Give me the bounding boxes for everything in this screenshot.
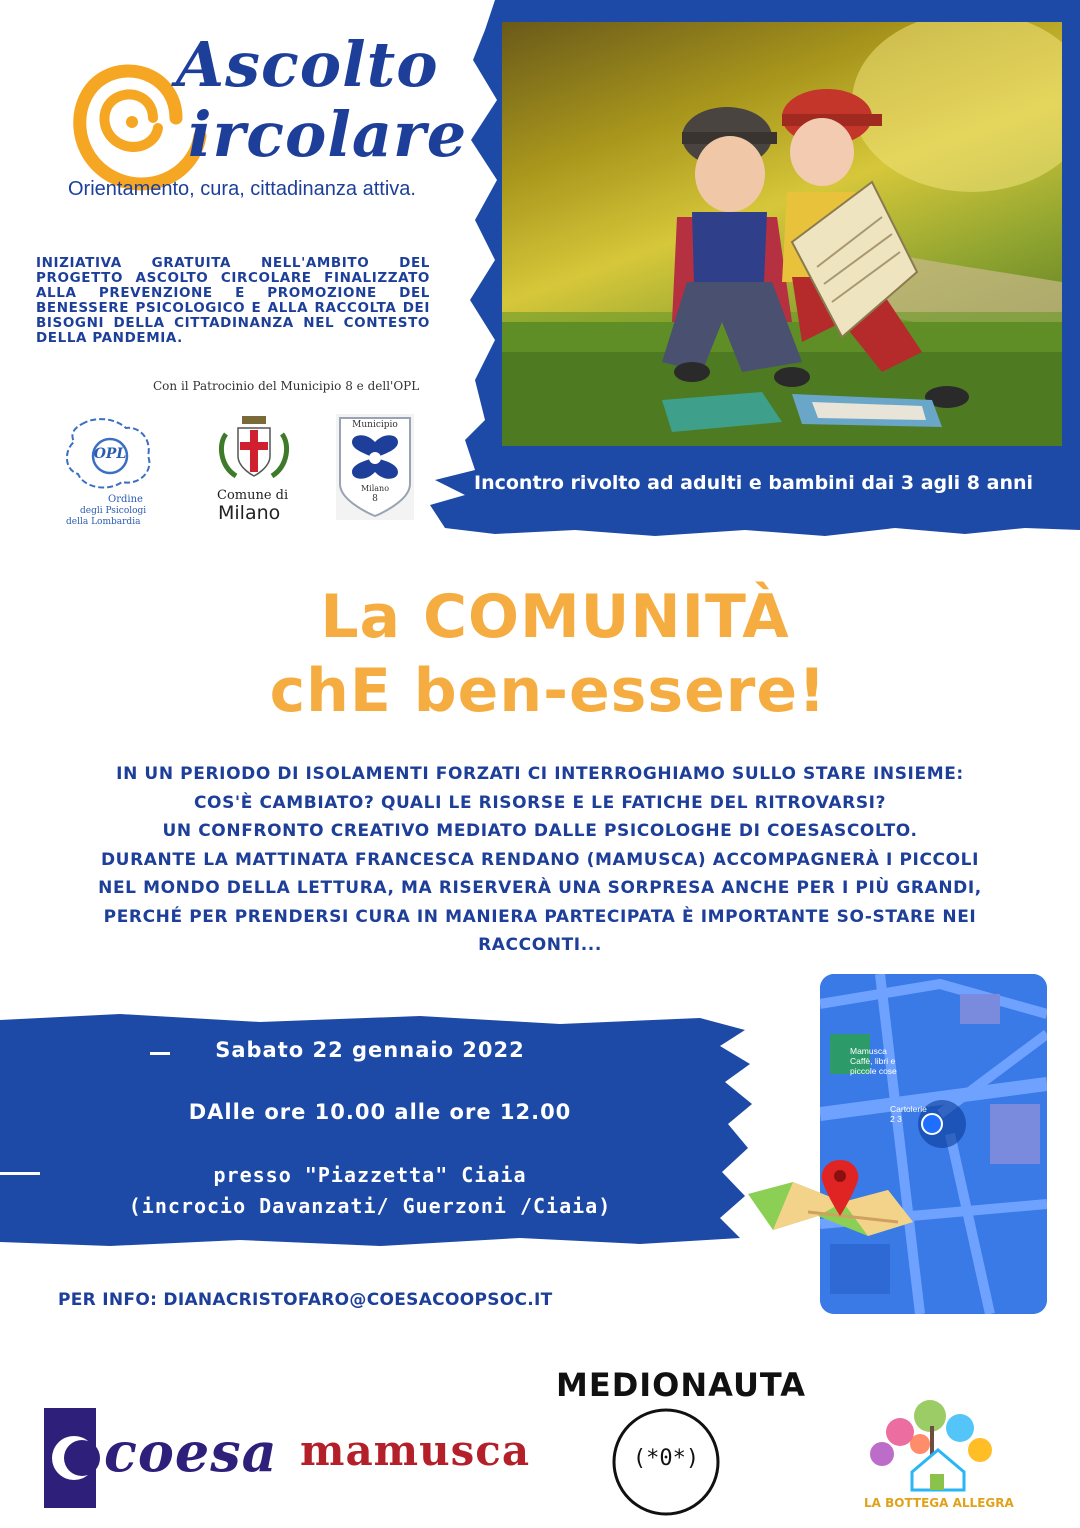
map-poi-cartolerie-name: Cartolerie xyxy=(890,1104,927,1114)
description-line: PERCHÉ PER PRENDERSI CURA IN MANIERA PARTECIPATA È IMPORTANTE SO-STARE NEI xyxy=(103,906,977,927)
logo-tagline: Orientamento, cura, cittadinanza attiva. xyxy=(68,178,416,200)
description-line: COS'È CAMBIATO? QUALI LE RISORSE E LE FATICHE DEL RITROVARSI? xyxy=(193,792,887,813)
headline-line2: chE ben-essere! xyxy=(269,656,827,726)
mamusca-logo: mamusca xyxy=(300,1426,531,1475)
event-place: presso "Piazzetta" Ciaia xyxy=(213,1163,527,1187)
comune-milano-logo xyxy=(212,414,296,526)
description-block xyxy=(0,760,1080,960)
medionauta-wordmark: MEDIONAUTA xyxy=(556,1366,807,1404)
opl-initials: OPL xyxy=(93,446,127,462)
medionauta-logo xyxy=(556,1366,816,1526)
info-contact[interactable]: PER INFO: DIANACRISTOFARO@COESACOOPSOC.IT xyxy=(58,1290,553,1310)
municipio-city: Milano xyxy=(360,484,390,493)
photo-scene xyxy=(502,22,1062,446)
bottega-wordmark: LA BOTTEGA ALLEGRA xyxy=(864,1496,1014,1510)
comune-line1: Comune di xyxy=(217,488,289,503)
map-streets xyxy=(820,974,1047,1314)
medionauta-mark: (*0*) xyxy=(632,1446,700,1471)
audience-caption: Incontro rivolto ad adulti e bambini dai 3 agli 8 anni xyxy=(474,472,1034,494)
description-line: NEL MONDO DELLA LETTURA, MA RISERVERÀ UNA SORPRESA ANCHE PER I PIÙ GRANDI, xyxy=(98,878,982,898)
logo-title-line2: ircolare xyxy=(188,98,468,171)
municipio-number: 8 xyxy=(372,494,378,504)
map-poi-mamusca[interactable] xyxy=(850,1046,897,1076)
comune-line2: Milano xyxy=(218,502,281,524)
patronage-text: Con il Patrocinio del Municipio 8 e dell'OPL xyxy=(153,379,420,393)
description-line: DURANTE LA MATTINATA FRANCESCA RENDANO (MAMUSCA) ACCOMPAGNERÀ I PICCOLI xyxy=(100,849,980,870)
map-poi-mamusca-desc1: Caffè, libri e xyxy=(850,1056,896,1066)
event-date: Sabato 22 gennaio 2022 xyxy=(215,1038,525,1062)
tree-house-icon xyxy=(860,1394,1010,1494)
coesa-mark-icon xyxy=(44,1408,100,1508)
folded-map-pin-icon xyxy=(748,1152,918,1252)
logo-title-line1: Ascolto xyxy=(176,28,439,101)
map-poi-mamusca-desc2: piccole cose xyxy=(850,1066,897,1076)
ascolto-circolare-logo xyxy=(58,28,468,218)
coat-of-arms-icon xyxy=(212,414,296,486)
map-poi-cartolerie[interactable] xyxy=(890,1104,927,1124)
municipio-label: Municipio xyxy=(352,420,398,430)
description-line: IN UN PERIODO DI ISOLAMENTI FORZATI CI INTERROGHIAMO SULLO STARE INSIEME: xyxy=(116,764,964,784)
headline-line1: La COMUNITÀ xyxy=(320,582,790,652)
coesa-wordmark: coesa xyxy=(104,1420,278,1484)
map-poi-mamusca-name: Mamusca xyxy=(850,1046,887,1056)
location-map[interactable] xyxy=(820,974,1047,1314)
opl-line3: della Lombardia xyxy=(66,517,141,527)
event-crossing: (incrocio Davanzati/ Guerzoni /Ciaia) xyxy=(128,1194,612,1218)
municipio-8-logo xyxy=(336,414,414,520)
opl-line1: Ordine xyxy=(108,494,143,505)
opl-line2: degli Psicologi xyxy=(80,506,147,516)
opl-logo xyxy=(60,414,160,530)
children-reading-photo xyxy=(502,22,1062,446)
event-time: DAlle ore 10.00 alle ore 12.00 xyxy=(188,1100,572,1124)
description-line: UN CONFRONTO CREATIVO MEDIATO DALLE PSICOLOGHE DI COESASCOLTO. xyxy=(162,821,918,841)
description-line: RACCONTI... xyxy=(478,935,602,955)
la-bottega-allegra-logo xyxy=(860,1394,1014,1514)
map-poi-cartolerie-number: 2 3 xyxy=(890,1114,902,1124)
intro-text: INIZIATIVA GRATUITA NELL'AMBITO DEL PROGETTO ASCOLTO CIRCOLARE FINALIZZATO ALLA PREVENZIONE E PROMOZIONE DEL BENESSERE PSICOLOGICO E ALLA RACCOLTA DEI BISOGNI DELLA CITTADINANZA NEL CONTESTO DELLA PANDEMIA. xyxy=(36,255,430,346)
coesa-logo xyxy=(44,1408,278,1508)
